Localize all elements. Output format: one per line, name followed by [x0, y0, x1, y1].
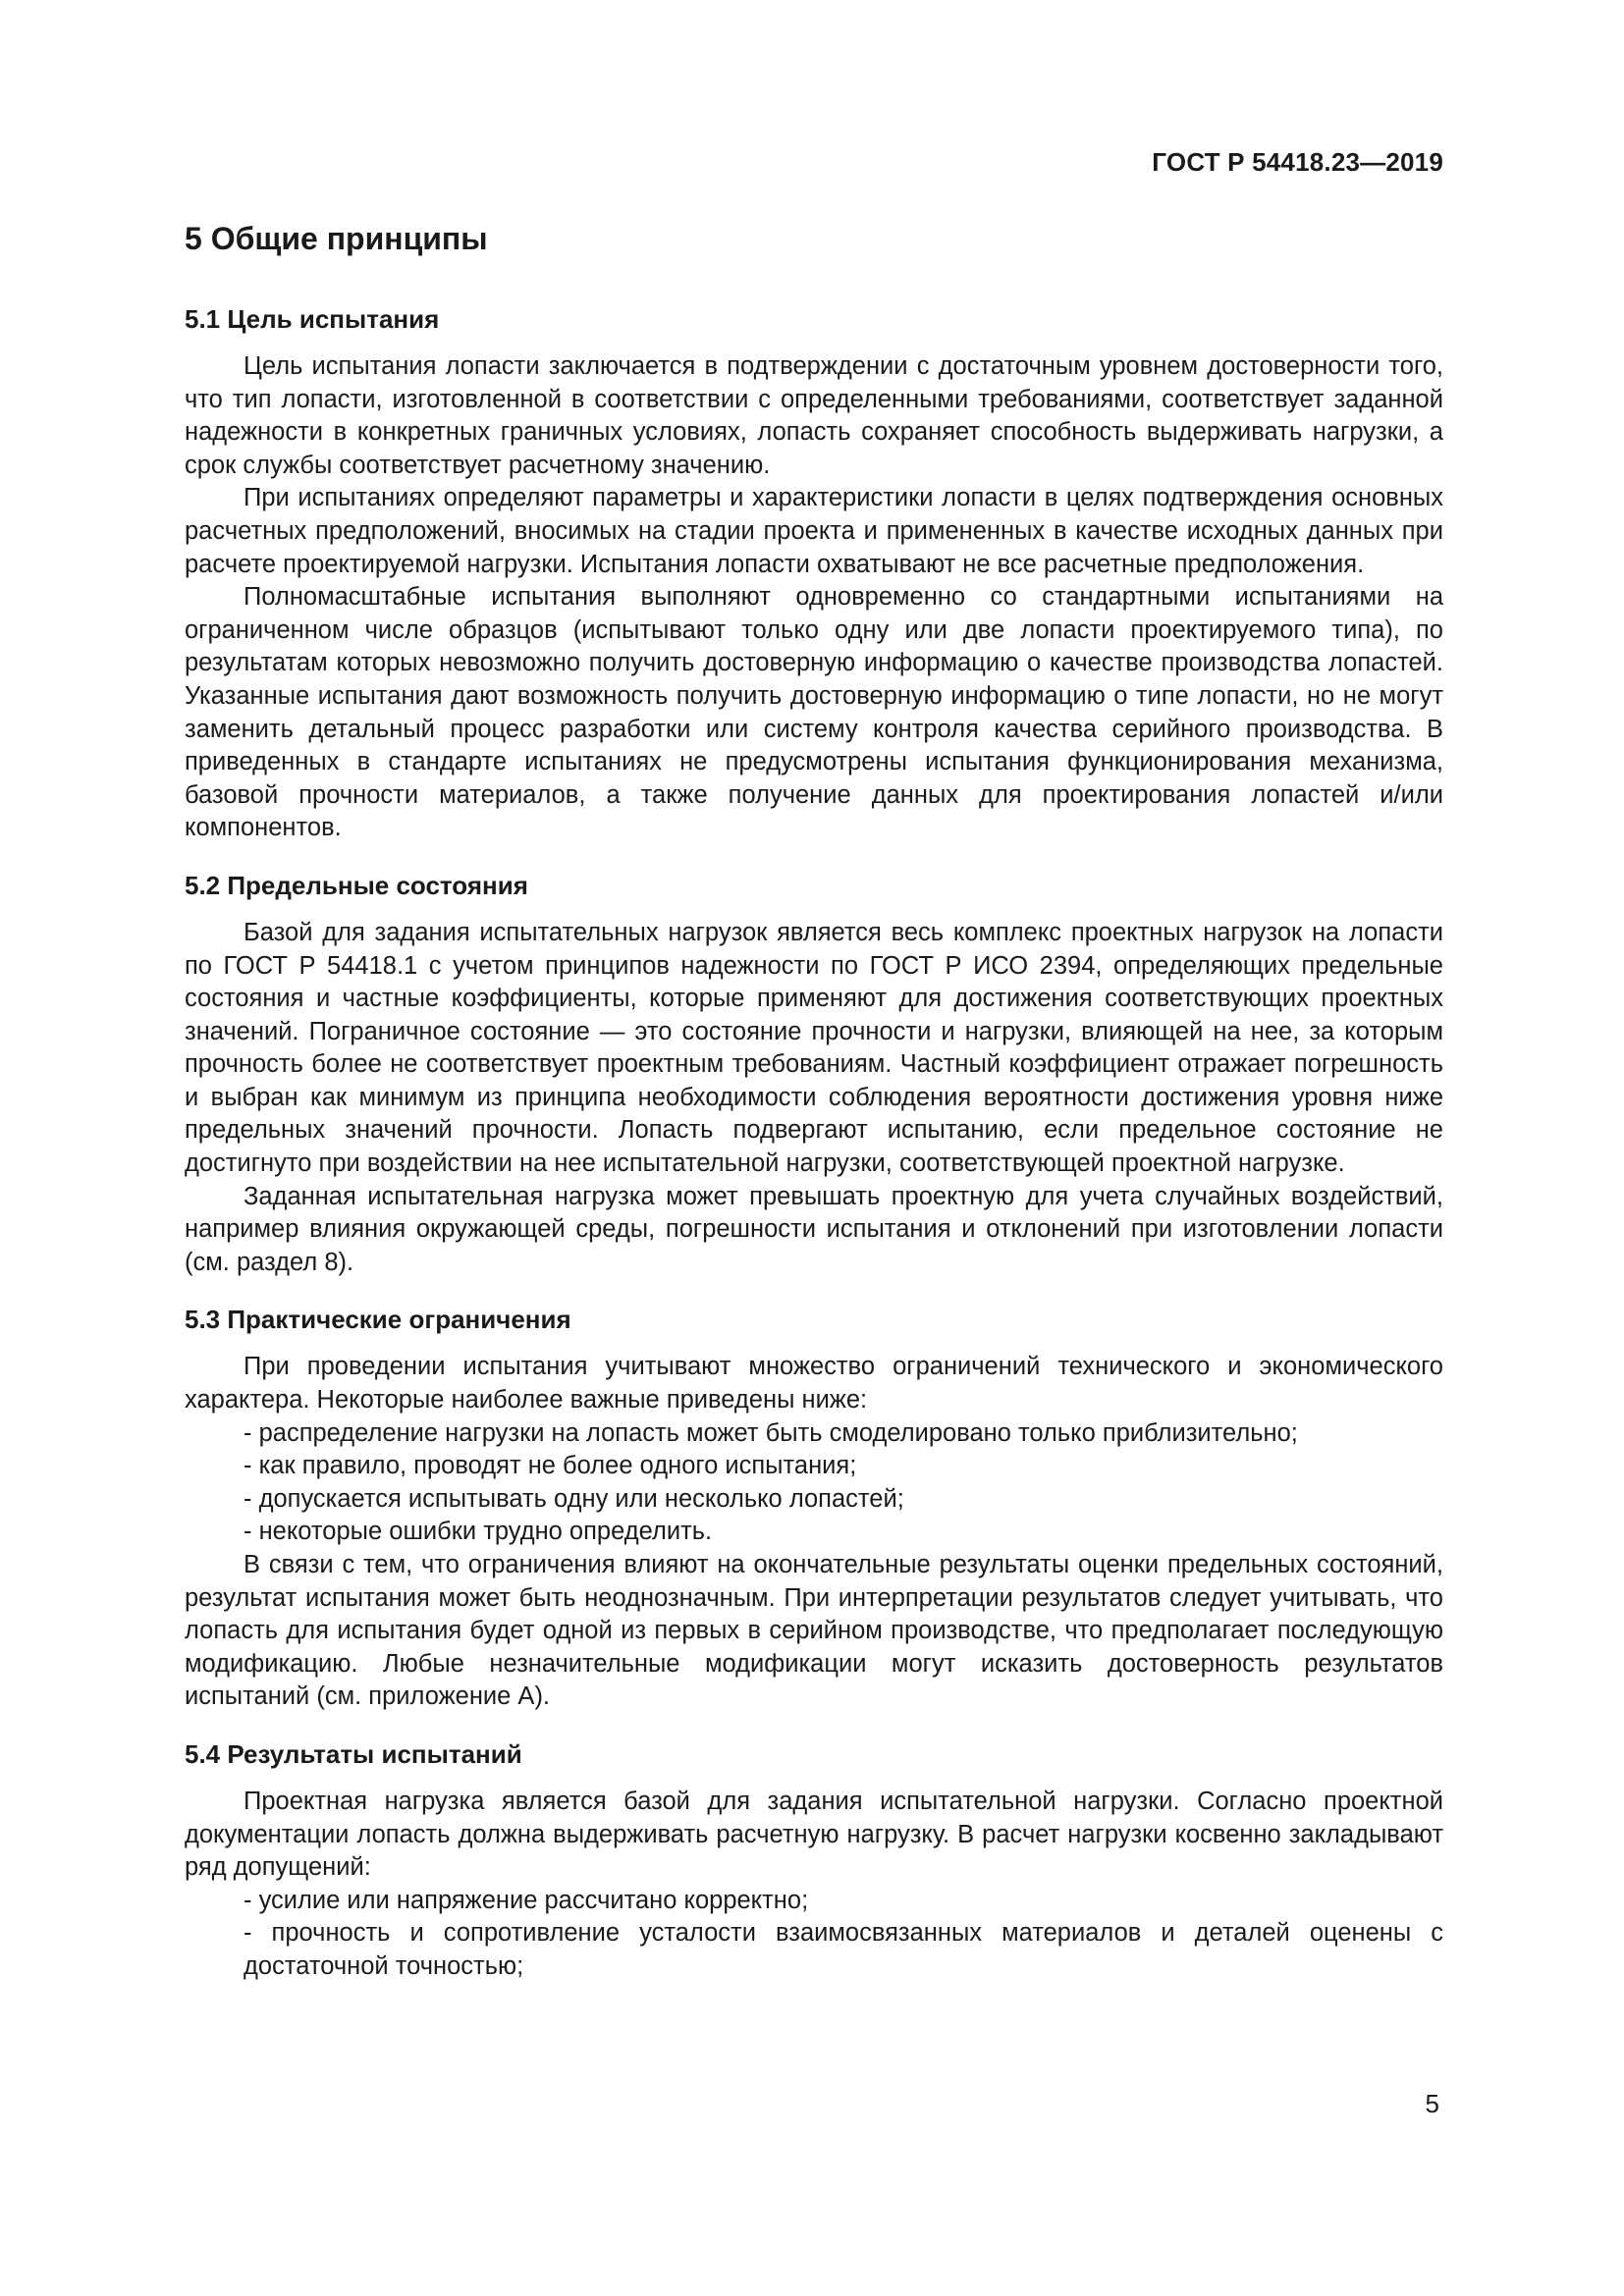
subsection-5-2: [185, 871, 1443, 1280]
paragraph: Цель испытания лопасти заключается в подтверждении с достаточным уровнем достоверности того, что тип лопасти, изготовленной в соответствии с определенными требованиями, соответствует заданной надежности в конкретных граничных условиях, лопасть сохраняет способность выдерживать нагрузки, а срок службы соответствует расчетному значению.: [185, 352, 1443, 479]
document-code: ГОСТ Р 54418.23—2019: [1152, 147, 1443, 177]
page-number: 5: [1425, 2089, 1439, 2118]
subsection-5-1: [185, 304, 1443, 845]
list-item: - допускается испытывать одну или несколько лопастей;: [244, 1484, 904, 1513]
list-item: - как правило, проводят не более одного испытания;: [244, 1452, 857, 1480]
subsection-title: 5.1 Цель испытания: [185, 304, 440, 334]
list-item: - прочность и сопротивление усталости взаимосвязанных материалов и деталей оценены с достаточной точностью;: [244, 1919, 1443, 1980]
document-body: [185, 221, 1443, 1984]
list-item: - распределение нагрузки на лопасть может быть смоделировано только приблизительно;: [244, 1418, 1298, 1447]
subsection-title: 5.4 Результаты испытаний: [185, 1738, 522, 1769]
section-title: 5 Общие принципы: [185, 221, 488, 256]
list-item: - усилие или напряжение рассчитано корректно;: [244, 1886, 809, 1914]
paragraph: Проектная нагрузка является базой для задания испытательной нагрузки. Согласно проектной документации лопасть должна выдерживать расчетную нагрузку. В расчет нагрузки косвенно закладывают ряд допущений:: [185, 1787, 1443, 1882]
subsection-5-4: [185, 1739, 1443, 1984]
paragraph: Базой для задания испытательных нагрузок является весь комплекс проектных нагрузок на лопасти по ГОСТ Р 54418.1 с учетом принципов надежности по ГОСТ Р ИСО 2394, определяющих предельные состояния и частные коэффициенты, которые применяют для достижения соответствующих проектных значений. Пограничное состояние — это состояние прочности и нагрузки, влияющей на нее, за которым прочность более не соответствует проектным требованиям. Частный коэффициент отражает погрешность и выбран как минимум из принципа необходимости соблюдения вероятности достижения уровня ниже предельных значений прочности. Лопасть подвергают испытанию, если предельное состояние не достигнуто при воздействии на нее испытательной нагрузки, соответствующей проектной нагрузке.: [185, 918, 1443, 1178]
list-item: - некоторые ошибки трудно определить.: [244, 1518, 713, 1546]
paragraph: В связи с тем, что ограничения влияют на окончательные результаты оценки предельных состояний, результат испытания может быть неоднозначным. При интерпретации результатов следует учитывать, что лопасть для испытания будет одной из первых в серийном производстве, что предполагает последующую модификацию. Любые незначительные модификации могут исказить достоверность результатов испытаний (см. приложение А).: [185, 1551, 1443, 1711]
paragraph: При испытаниях определяют параметры и характеристики лопасти в целях подтверждения основных расчетных предположений, вносимых на стадии проекта и примененных в качестве исходных данных при расчете проектируемой нагрузки. Испытания лопасти охватывают не все расчетные предположения.: [185, 484, 1443, 578]
subsection-5-3: [185, 1305, 1443, 1714]
paragraph: Заданная испытательная нагрузка может превышать проектную для учета случайных воздействий, например влияния окружающей среды, погрешности испытания и отклонений при изготовлении лопасти (см. раздел 8).: [185, 1182, 1443, 1276]
paragraph: Полномасштабные испытания выполняют одновременно со стандартными испытаниями на ограниченном числе образцов (испытывают только одну или две лопасти проектируемого типа), по результатам которых невозможно получить достоверную информацию о качестве производства лопастей. Указанные испытания дают возможность получить достоверную информацию о типе лопасти, но не могут заменить детальный процесс разработки или систему контроля качества серийного производства. В приведенных в стандарте испытаниях не предусмотрены испытания функционирования механизма, базовой прочности материалов, а также получение данных для проектирования лопастей и/или компонентов.: [185, 583, 1443, 842]
subsection-title: 5.2 Предельные состояния: [185, 870, 528, 900]
paragraph: При проведении испытания учитывают множество ограничений технического и экономического характера. Некоторые наиболее важные приведены ниже:: [185, 1353, 1443, 1415]
subsection-title: 5.3 Практические ограничения: [185, 1305, 571, 1335]
